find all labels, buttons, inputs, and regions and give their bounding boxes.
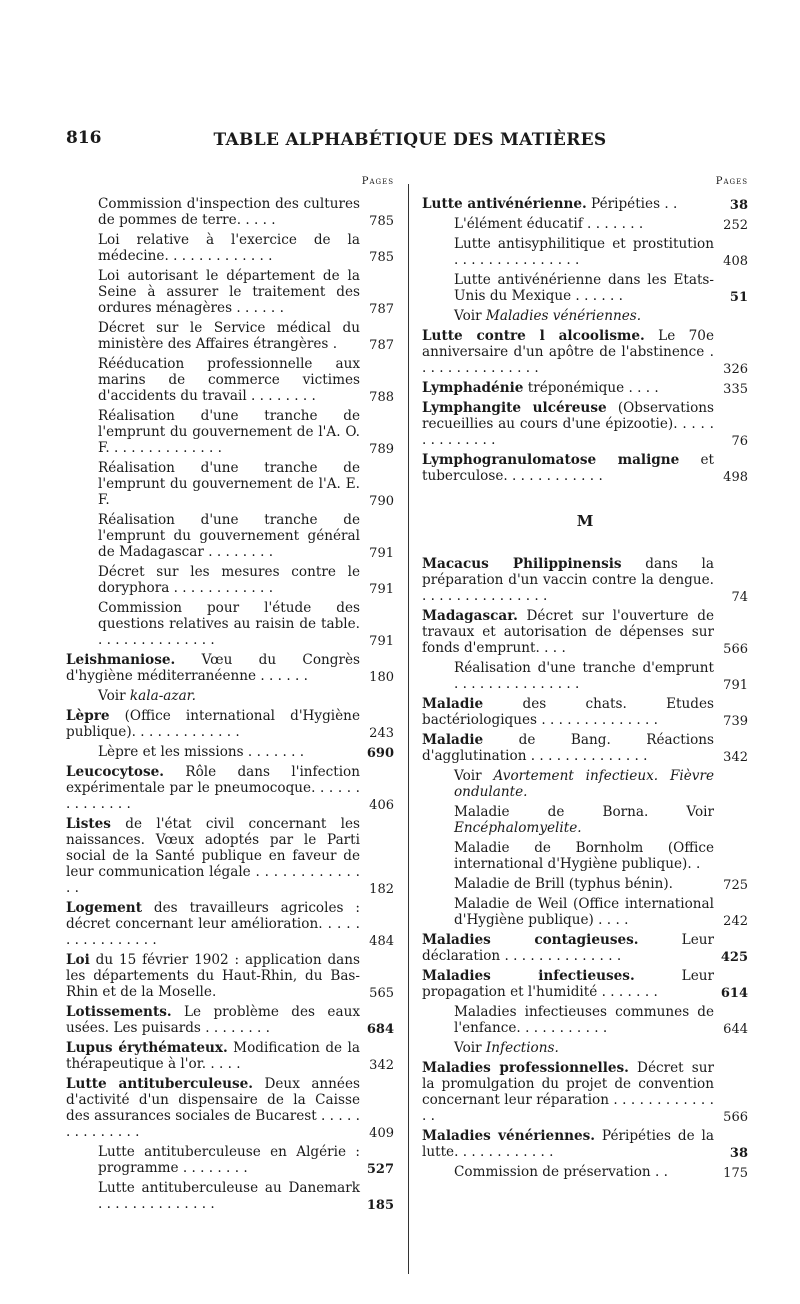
entry-text: des chats. Etudes bactériologiques . . . . . . . . . . . . . . — [422, 696, 714, 728]
index-entry — [66, 1040, 394, 1072]
entry-page-number: 38 — [729, 198, 748, 213]
entry-keyword: Macacus Philippinensis — [422, 556, 622, 572]
entry-text: Décret sur le Service médical du ministère des Affaires étrangères . — [98, 320, 360, 352]
index-entry — [66, 512, 394, 560]
entry-keyword: Lymphadénie — [422, 380, 524, 396]
entry-page-number: 185 — [366, 1198, 394, 1213]
entry-text: de l'état civil concernant les naissances. Vœux adoptés par le Parti social de la Santé publique en faveur de leur communication légale . . . . . . . . . . . . . . — [66, 816, 360, 896]
entry-page-number: 791 — [369, 582, 394, 597]
entry-page-number: 498 — [723, 470, 748, 485]
entry-page-number: 175 — [723, 1166, 748, 1181]
entry-text: L'élément éducatif . . . . . . . — [454, 216, 644, 232]
index-entry — [422, 932, 748, 964]
index-entry — [66, 1004, 394, 1036]
entry-page-number: 527 — [366, 1162, 394, 1177]
entry-text: Lutte antivénérienne dans les Etats-Unis du Mexique . . . . . . — [454, 272, 714, 304]
entry-page-number: 76 — [731, 434, 748, 449]
entry-keyword: Madagascar. — [422, 608, 518, 624]
entry-text: Leur propagation et l'humidité . . . . . . . — [422, 968, 714, 1000]
entry-page-number: 787 — [369, 338, 394, 353]
entry-cross-reference: Infections. — [485, 1040, 559, 1056]
entry-page-number: 614 — [720, 986, 748, 1001]
entry-keyword: Maladies professionnelles. — [422, 1060, 629, 1076]
entry-text: Commission pour l'étude des questions relatives au raisin de table. . . . . . . . . . . . . . . — [98, 600, 360, 648]
entry-keyword: Lèpre — [66, 708, 110, 724]
index-entries — [422, 196, 748, 484]
left-column — [66, 176, 394, 1216]
entry-page-number: 684 — [366, 1022, 394, 1037]
entry-keyword: Maladies contagieuses. — [422, 932, 639, 948]
entry-text: Vœu du Congrès d'hygiène méditerranéenne . . . . . . — [66, 652, 360, 684]
entry-text: Deux années d'activité d'un dispensaire de la Caisse des assurances sociales de Bucarest . . . . . . . . . . . . . . — [66, 1076, 360, 1140]
index-entry — [66, 460, 394, 508]
entry-page-number: 242 — [723, 914, 748, 929]
index-entry — [66, 708, 394, 740]
entry-text: et tuberculose. . . . . . . . . . . . — [422, 452, 714, 484]
entry-text: Maladie de Weil (Office international d'Hygiène publique) . . . . — [454, 896, 714, 928]
entry-page-number: 791 — [723, 678, 748, 693]
entry-page-number: 787 — [369, 302, 394, 317]
entry-page-number: 74 — [731, 590, 748, 605]
entry-keyword: Lutte contre l alcoolisme. — [422, 328, 645, 344]
index-entry — [422, 660, 748, 692]
entry-page-number: 791 — [369, 634, 394, 649]
entry-text: Péripéties . . — [586, 196, 678, 212]
entry-page-number: 425 — [720, 950, 748, 965]
index-entry — [66, 564, 394, 596]
entry-keyword: Lotissements. — [66, 1004, 172, 1020]
right-column — [422, 176, 748, 1184]
entry-page-number: 789 — [369, 442, 394, 457]
index-entry — [422, 804, 748, 836]
entry-text: Lutte antisyphilitique et prostitution . . . . . . . . . . . . . . . — [454, 236, 714, 268]
entry-text: Rôle dans l'infection expérimentale par le pneumocoque. . . . . . . . . . . . . . — [66, 764, 360, 812]
entry-keyword: Loi — [66, 952, 90, 968]
entry-page-number: 644 — [723, 1022, 748, 1037]
index-entries — [422, 556, 748, 1180]
entry-page-number: 566 — [723, 642, 748, 657]
entry-page-number: 690 — [366, 746, 394, 761]
entry-text: dans la préparation d'un vaccin contre la dengue. . . . . . . . . . . . . . . . — [422, 556, 714, 604]
index-entries — [66, 196, 394, 1212]
entry-page-number: 342 — [723, 750, 748, 765]
index-entry — [422, 328, 748, 376]
index-entry — [422, 1128, 748, 1160]
index-entry — [422, 1040, 748, 1056]
entry-page-number: 326 — [723, 362, 748, 377]
entry-text: Réalisation d'une tranche d'emprunt . . . . . . . . . . . . . . . — [454, 660, 714, 692]
index-entry — [422, 696, 748, 728]
entry-keyword: Maladie — [422, 696, 484, 712]
entry-page-number: 565 — [369, 986, 394, 1001]
entry-text: Maladie de Bornholm (Office international d'Hygiène publique). . — [454, 840, 714, 872]
index-entry — [66, 320, 394, 352]
index-entry — [66, 764, 394, 812]
entry-page-number: 182 — [369, 882, 394, 897]
entry-text: de Bang. Réactions d'agglutination . . . . . . . . . . . . . . — [422, 732, 714, 764]
index-entry — [66, 232, 394, 264]
entry-page-number: 409 — [369, 1126, 394, 1141]
entry-page-number: 566 — [723, 1110, 748, 1125]
index-entry — [422, 768, 748, 800]
entry-text: des travailleurs agricoles : décret concernant leur amélioration. . . . . . . . . . . . . . . . — [66, 900, 360, 948]
index-entry — [422, 968, 748, 1000]
index-entry — [66, 600, 394, 648]
entry-keyword: Maladies vénériennes. — [422, 1128, 595, 1144]
entry-text: Loi relative à l'exercice de la médecine. . . . . . . . . . . . . — [98, 232, 360, 264]
entry-keyword: Lutte antivénérienne. — [422, 196, 587, 212]
entry-page-number: 243 — [369, 726, 394, 741]
entry-text: Voir — [98, 688, 130, 704]
entry-text: tréponémique . . . . — [523, 380, 659, 396]
entry-cross-reference: Encéphalomyelite. — [454, 820, 582, 836]
index-entry — [422, 236, 748, 268]
index-entry — [422, 840, 748, 872]
entry-text: Maladie de Borna. Voir — [454, 804, 714, 820]
entry-page-number: 739 — [723, 714, 748, 729]
entry-page-number: 788 — [369, 390, 394, 405]
page-header — [0, 128, 800, 158]
entry-text: Modification de la thérapeutique à l'or. . . . . — [66, 1040, 360, 1072]
index-entry — [66, 688, 394, 704]
entry-page-number: 252 — [723, 218, 748, 233]
entry-page-number: 38 — [729, 1146, 748, 1161]
entry-text: Lèpre et les missions . . . . . . . — [98, 744, 305, 760]
index-entry — [422, 876, 748, 892]
index-entry — [422, 896, 748, 928]
index-entry — [66, 900, 394, 948]
pages-heading: Pages — [715, 176, 748, 187]
entry-cross-reference: kala-azar. — [129, 688, 197, 704]
entry-keyword: Maladie — [422, 732, 484, 748]
index-entry — [422, 400, 748, 448]
section-letter: M — [576, 512, 594, 530]
entry-text: Lutte antituberculeuse en Algérie : programme . . . . . . . . — [98, 1144, 360, 1176]
page-number: 816 — [66, 128, 102, 148]
pages-heading: Pages — [361, 176, 394, 187]
running-title: TABLE ALPHABÉTIQUE DES MATIÈRES — [213, 130, 607, 150]
entry-page-number: 785 — [369, 250, 394, 265]
index-entry — [66, 196, 394, 228]
entry-text: Lutte antituberculeuse au Danemark . . . . . . . . . . . . . . — [98, 1180, 360, 1212]
entry-text: Le 70e anniversaire d'un apôtre de l'abstinence . . . . . . . . . . . . . . . — [422, 328, 714, 376]
entry-text: (Observations recueillies au cours d'une épizootie). . . . . . . . . . . . . . — [422, 400, 715, 448]
entry-text: (Office international d'Hygiène publique). . . . . . . . . . . . . — [66, 708, 360, 740]
index-entry — [422, 732, 748, 764]
index-entry — [66, 816, 394, 896]
entry-keyword: Logement — [66, 900, 142, 916]
index-entry — [422, 380, 748, 396]
entry-page-number: 342 — [369, 1058, 394, 1073]
entry-text: Voir — [454, 768, 494, 784]
index-entry — [66, 408, 394, 456]
entry-text: Rééducation professionnelle aux marins de commerce victimes d'accidents du travail . . . . . . . . — [98, 356, 360, 404]
entry-keyword: Maladies infectieuses. — [422, 968, 635, 984]
entry-keyword: Leucocytose. — [66, 764, 164, 780]
entry-page-number: 51 — [729, 290, 748, 305]
entry-keyword: Lymphangite ulcéreuse — [422, 400, 607, 416]
entry-text: du 15 février 1902 : application dans les départements du Haut-Rhin, du Bas-Rhin et de la Moselle. — [66, 952, 360, 1000]
entry-text: Réalisation d'une tranche de l'emprunt du gouvernement de l'A. O. F. . . . . . . . . . . . . . — [98, 408, 360, 456]
entry-page-number: 791 — [369, 546, 394, 561]
entry-text: Voir — [454, 1040, 486, 1056]
entry-page-number: 725 — [723, 878, 748, 893]
entry-text: Réalisation d'une tranche de l'emprunt du gouvernement général de Madagascar . . . . . . . . — [98, 512, 360, 560]
index-entry — [422, 1060, 748, 1124]
entry-text: Réalisation d'une tranche de l'emprunt du gouvernement de l'A. E. F. — [98, 460, 360, 508]
entry-keyword: Listes — [66, 816, 111, 832]
entry-text: Commission de préservation . . — [454, 1164, 668, 1180]
entry-text: Péripéties de la lutte. . . . . . . . . . . . — [422, 1128, 714, 1160]
entry-text: Commission d'inspection des cultures de pommes de terre. . . . . — [98, 196, 360, 228]
index-entry — [66, 268, 394, 316]
index-entry — [66, 744, 394, 760]
entry-cross-reference: Avortement infectieux. Fièvre ondulante. — [454, 768, 715, 800]
index-entry — [422, 196, 748, 212]
entry-page-number: 335 — [723, 382, 748, 397]
index-entry — [66, 356, 394, 404]
entry-keyword: Leishmaniose. — [66, 652, 176, 668]
entry-cross-reference: Maladies vénériennes. — [485, 308, 642, 324]
index-entry — [422, 216, 748, 232]
index-entry — [422, 608, 748, 656]
column-divider — [408, 184, 409, 1274]
entry-keyword: Lupus érythémateux. — [66, 1040, 228, 1056]
entry-text: Voir — [454, 308, 486, 324]
index-entry — [66, 1076, 394, 1140]
index-entry — [66, 1144, 394, 1176]
index-entry — [66, 952, 394, 1000]
entry-text: Maladie de Brill (typhus bénin). — [454, 876, 673, 892]
index-entry — [422, 452, 748, 484]
entry-keyword: Lutte antituberculeuse. — [66, 1076, 254, 1092]
entry-text: Décret sur l'ouverture de travaux et autorisation de dépenses sur fonds d'emprunt. . . . — [422, 608, 714, 656]
entry-page-number: 406 — [369, 798, 394, 813]
entry-text: Leur déclaration . . . . . . . . . . . . . . — [422, 932, 714, 964]
entry-text: Loi autorisant le département de la Seine à assurer le traitement des ordures ménagères . . . . . . — [98, 268, 360, 316]
index-entry — [66, 652, 394, 684]
entry-page-number: 484 — [369, 934, 394, 949]
index-entry — [422, 272, 748, 304]
entry-page-number: 785 — [369, 214, 394, 229]
entry-text: Le problème des eaux usées. Les puisards . . . . . . . . — [66, 1004, 360, 1036]
index-entry — [66, 1180, 394, 1212]
entry-text: Décret sur la promulgation du projet de convention concernant leur réparation . . . . . . . . . . . . . . — [422, 1060, 714, 1124]
entry-text: Maladies infectieuses communes de l'enfance. . . . . . . . . . . — [454, 1004, 714, 1036]
entry-page-number: 180 — [369, 670, 394, 685]
entry-page-number: 408 — [723, 254, 748, 269]
index-entry — [422, 1004, 748, 1036]
entry-page-number: 790 — [369, 494, 394, 509]
index-entry — [422, 308, 748, 324]
index-entry — [422, 1164, 748, 1180]
entry-text: Décret sur les mesures contre le doryphora . . . . . . . . . . . . — [98, 564, 360, 596]
index-entry — [422, 556, 748, 604]
entry-keyword: Lymphogranulomatose maligne — [422, 452, 680, 468]
